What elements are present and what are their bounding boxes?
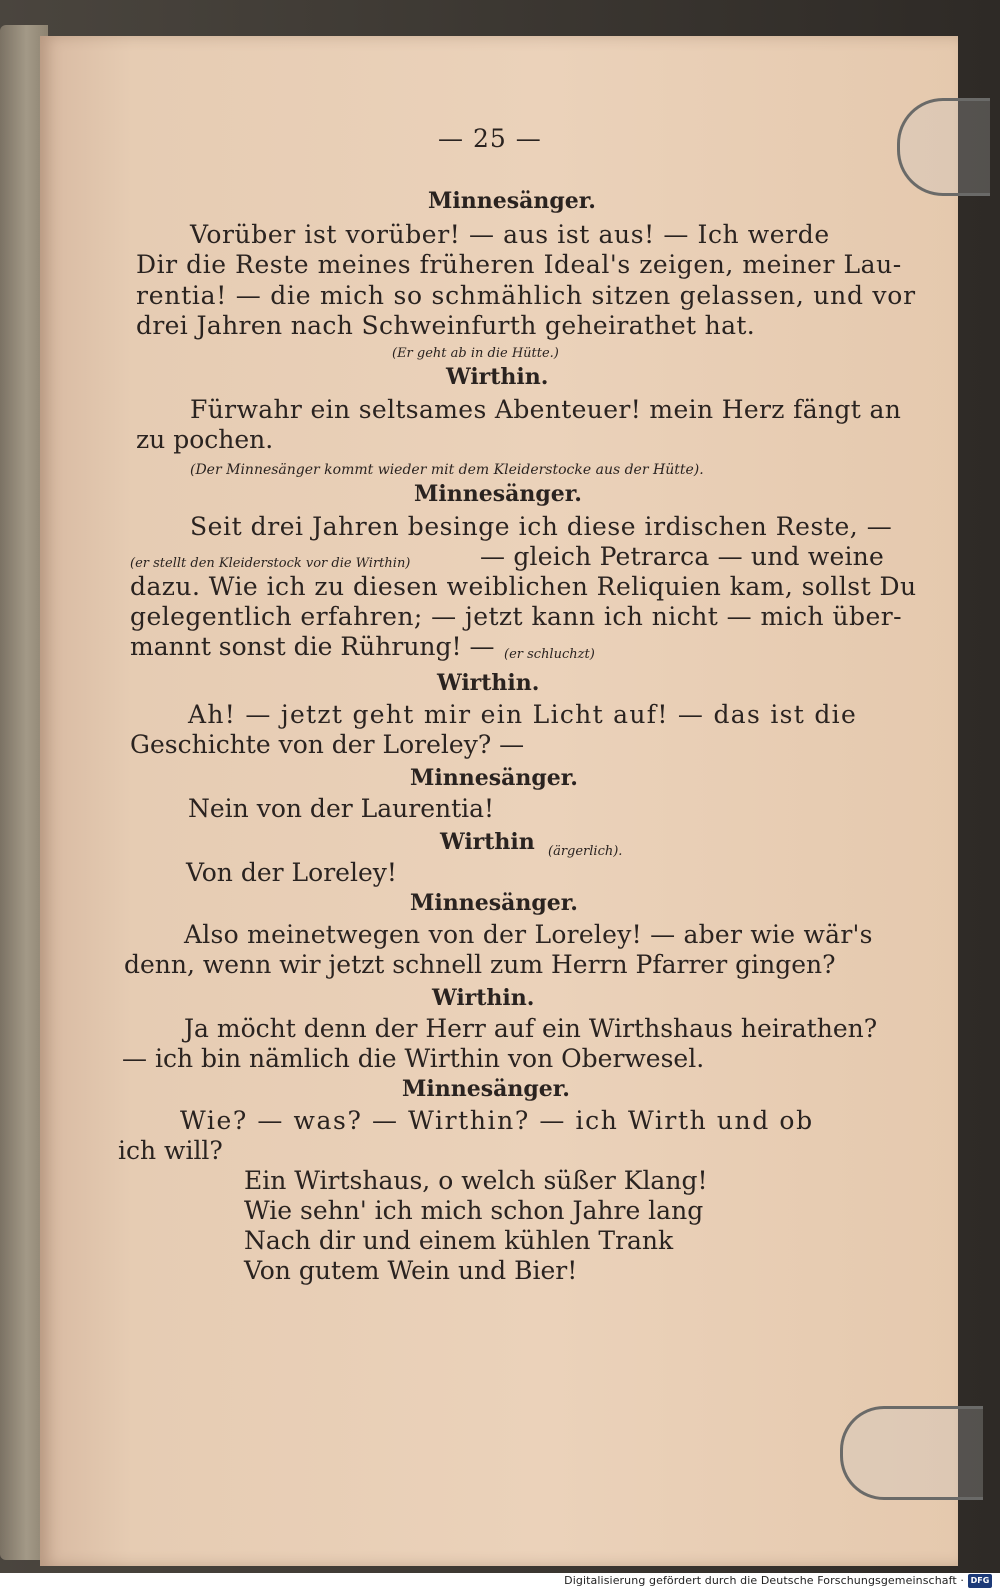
text-line: Vorüber ist vorüber! — aus ist aus! — Ich werde bbox=[190, 220, 830, 249]
text-line: — ich bin nämlich die Wirthin von Oberwesel. bbox=[122, 1044, 705, 1073]
stage-direction: (ärgerlich). bbox=[548, 844, 623, 859]
text-line: Ja möcht denn der Herr auf ein Wirthshaus heirathen? bbox=[184, 1014, 878, 1043]
verse-line: Nach dir und einem kühlen Trank bbox=[244, 1226, 674, 1255]
text-line: gelegentlich erfahren; — jetzt kann ich nicht — mich über- bbox=[130, 602, 903, 631]
speaker-heading: Minnesänger. bbox=[414, 481, 582, 507]
text-line: Seit drei Jahren besinge ich diese irdischen Reste, — bbox=[190, 512, 893, 541]
speaker-heading: Minnesänger. bbox=[410, 765, 578, 791]
speaker-heading: Minnesänger. bbox=[428, 188, 596, 214]
dfg-logo: DFG bbox=[968, 1574, 992, 1588]
text-line: Dir die Reste meines früheren Ideal's zeigen, meiner Lau- bbox=[136, 250, 902, 279]
speaker-heading: Wirthin bbox=[440, 829, 535, 855]
stage-direction: (Er geht ab in die Hütte.) bbox=[392, 346, 559, 361]
page-clip-bottom bbox=[840, 1406, 983, 1500]
text-line: Nein von der Laurentia! bbox=[188, 794, 495, 823]
text-line: mannt sonst die Rührung! — bbox=[130, 632, 495, 661]
text-line: Also meinetwegen von der Loreley! — aber wie wär's bbox=[184, 920, 873, 949]
speaker-heading: Wirthin. bbox=[432, 985, 535, 1011]
verse-line: Ein Wirtshaus, o welch süßer Klang! bbox=[244, 1166, 708, 1195]
stage-direction: (er schluchzt) bbox=[504, 647, 595, 662]
text-line: Ah! — jetzt geht mir ein Licht auf! — das ist die bbox=[188, 700, 858, 729]
speaker-heading: Minnesänger. bbox=[402, 1076, 570, 1102]
verse-line: Von gutem Wein und Bier! bbox=[244, 1256, 578, 1285]
text-line: drei Jahren nach Schweinfurth geheirathet hat. bbox=[136, 311, 756, 340]
page-number: — 25 — bbox=[438, 124, 542, 153]
text-line: Fürwahr ein seltsames Abenteuer! mein Herz fängt an bbox=[190, 395, 902, 424]
text-line: Von der Loreley! bbox=[186, 858, 397, 887]
speaker-heading: Wirthin. bbox=[446, 364, 549, 390]
stage-direction: (Der Minnesänger kommt wieder mit dem Kleiderstocke aus der Hütte). bbox=[190, 462, 704, 478]
text-line: zu pochen. bbox=[136, 425, 274, 454]
text-line: denn, wenn wir jetzt schnell zum Herrn Pfarrer gingen? bbox=[124, 950, 836, 979]
text-line: rentia! — die mich so schmählich sitzen gelassen, und vor bbox=[136, 281, 916, 310]
text-line: Geschichte von der Loreley? — bbox=[130, 730, 525, 759]
text-line: Wie? — was? — Wirthin? — ich Wirth und ob bbox=[180, 1106, 814, 1135]
funding-credit: Digitalisierung gefördert durch die Deutsche Forschungsgemeinschaft · bbox=[564, 1574, 964, 1587]
speaker-heading: Minnesänger. bbox=[410, 890, 578, 916]
speaker-heading: Wirthin. bbox=[437, 670, 540, 696]
text-line: ich will? bbox=[118, 1136, 223, 1165]
verse-line: Wie sehn' ich mich schon Jahre lang bbox=[244, 1196, 704, 1225]
stage-direction: (er stellt den Kleiderstock vor die Wirthin) bbox=[130, 556, 411, 571]
text-line: — gleich Petrarca — und weine bbox=[480, 542, 884, 571]
page-clip-top bbox=[897, 98, 990, 196]
text-line: dazu. Wie ich zu diesen weiblichen Reliquien kam, sollst Du bbox=[130, 572, 917, 601]
